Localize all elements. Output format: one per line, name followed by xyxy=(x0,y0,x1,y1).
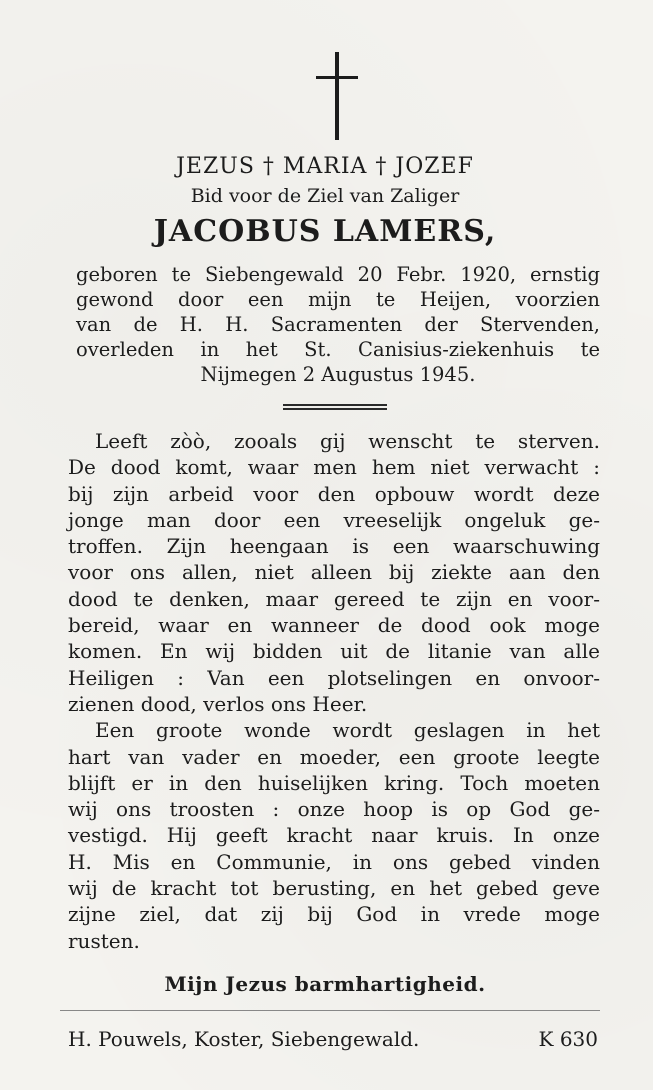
bio-line: gewond door een mijn te Heijen, voorzien xyxy=(76,288,600,311)
text-line: Heiligen : Van een plotselingen en onvoor- xyxy=(68,665,600,690)
text-line: hart van vader en moeder, een groote leegte xyxy=(68,744,600,769)
invocation: JEZUS † MARIA † JOZEF xyxy=(176,154,474,179)
biography xyxy=(76,262,600,387)
text-line: H. Mis en Communie, in ons gebed vinden xyxy=(68,849,600,874)
text-line: rusten. xyxy=(68,928,140,953)
footer-divider xyxy=(60,1010,600,1011)
deceased-name: JACOBUS LAMERS, xyxy=(153,214,497,249)
text-line: jonge man door een vreeselijk ongeluk ge- xyxy=(68,507,600,532)
meditation-text xyxy=(68,428,600,954)
closing-prayer: Mijn Jezus barmhartigheid. xyxy=(164,972,486,996)
card-code: K 630 xyxy=(538,1027,598,1051)
bio-line: Nijmegen 2 Augustus 1945. xyxy=(200,363,476,386)
text-line: Een groote wonde wordt geslagen in het xyxy=(95,718,600,743)
text-line: bereid, waar en wanneer de dood ook moge xyxy=(68,613,600,638)
text-line: zienen dood, verlos ons Heer. xyxy=(68,691,368,716)
text-line: troffen. Zijn heengaan is een waarschuwing xyxy=(68,534,600,559)
bio-line: van de H. H. Sacramenten der Stervenden, xyxy=(76,313,600,336)
bio-line: geboren te Siebengewald 20 Febr. 1920, ernstig xyxy=(76,263,600,286)
cross-icon xyxy=(316,52,358,140)
text-line: bij zijn arbeid voor den opbouw wordt deze xyxy=(68,481,600,506)
text-line: zijne ziel, dat zij bij God in vrede moge xyxy=(68,902,600,927)
text-line: wij de kracht tot berusting, en het gebed geve xyxy=(68,876,600,901)
text-line: Leeft zòò, zooals gij wenscht te sterven. xyxy=(95,429,600,453)
text-line: wij ons troosten : onze hoop is op God ge- xyxy=(68,797,600,822)
intro-line: Bid voor de Ziel van Zaliger xyxy=(190,185,460,207)
text-line: voor ons allen, niet alleen bij ziekte aan den xyxy=(68,560,600,585)
printer-credit: H. Pouwels, Koster, Siebengewald. xyxy=(68,1027,420,1051)
text-line: komen. En wij bidden uit de litanie van alle xyxy=(68,639,600,664)
text-line: blijft er in den huiselijken kring. Toch moeten xyxy=(68,770,600,795)
divider xyxy=(283,404,387,410)
text-line: vestigd. Hij geeft kracht naar kruis. In onze xyxy=(68,823,600,848)
text-line: De dood komt, waar men hem niet verwacht : xyxy=(68,455,600,480)
bio-line: overleden in het St. Canisius-ziekenhuis te xyxy=(76,338,600,361)
text-line: dood te denken, maar gereed te zijn en voor- xyxy=(68,586,600,611)
